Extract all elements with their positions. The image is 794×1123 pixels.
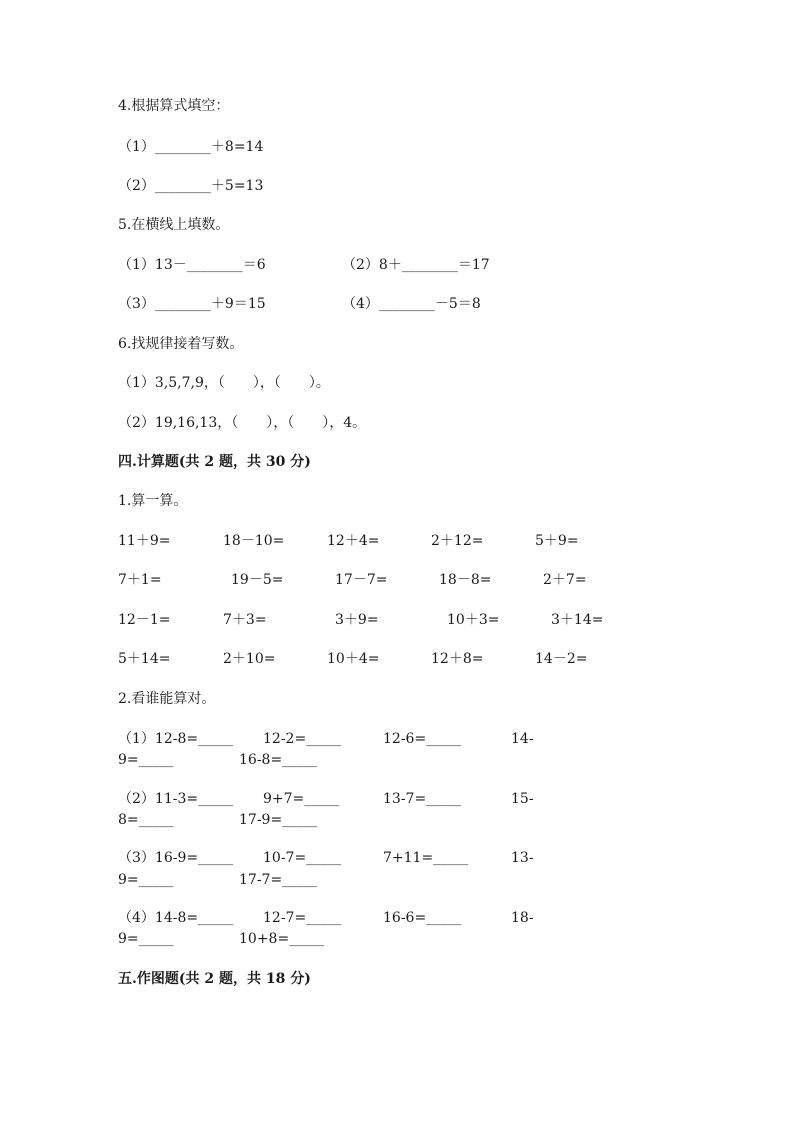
- calc2-cell: 16-6=_____: [383, 910, 462, 926]
- calc1-cell: 10＋3=: [447, 612, 500, 628]
- q4-item-2: （2）________＋5=13: [118, 178, 264, 194]
- calc1-title: 1.算一算。: [118, 493, 188, 509]
- calc2-cell: 15-: [511, 791, 534, 807]
- calc2-cell: 8=_____: [118, 812, 174, 828]
- calc1-cell: 3＋9=: [335, 612, 379, 628]
- calc2-cell: 9=_____: [118, 931, 174, 947]
- q5-title: 5.在横线上填数。: [118, 217, 230, 233]
- q4-title: 4.根据算式填空：: [118, 98, 230, 114]
- calc2-cell: 12-2=_____: [263, 731, 342, 747]
- q5-item-1: （1）13－________＝6: [118, 257, 266, 273]
- q4-item-1: （1）________＋8=14: [118, 139, 264, 155]
- calc1-cell: 3＋14=: [551, 612, 604, 628]
- q6-title: 6.找规律接着写数。: [118, 336, 244, 352]
- calc1-cell: 11＋9=: [118, 533, 171, 549]
- calc1-cell: 14－2=: [535, 651, 588, 667]
- calc2-cell: （4）14-8=_____: [118, 910, 234, 926]
- q5-item-4: （4）________－5＝8: [342, 296, 481, 312]
- calc2-cell: （2）11-3=_____: [118, 791, 234, 807]
- calc2-title: 2.看谁能算对。: [118, 691, 216, 707]
- calc1-cell: 2＋7=: [543, 572, 587, 588]
- calc2-cell: 9=_____: [118, 752, 174, 768]
- q6-item-1: （1）3,5,7,9，（ ），（ ）。: [118, 375, 330, 391]
- section-5-heading: 五.作图题(共 2 题，共 18 分): [118, 971, 311, 987]
- calc2-cell: 12-7=_____: [263, 910, 342, 926]
- calc1-cell: 7＋3=: [223, 612, 267, 628]
- calc1-cell: 5＋14=: [118, 651, 171, 667]
- q6-item-2: （2）19,16,13，（ ），（ ），4。: [118, 415, 367, 431]
- calc1-cell: 10＋4=: [327, 651, 380, 667]
- calc2-cell: 7+11=_____: [383, 850, 469, 866]
- calc1-cell: 7＋1=: [118, 572, 162, 588]
- calc1-cell: 19－5=: [231, 572, 284, 588]
- calc1-cell: 12－1=: [118, 612, 171, 628]
- calc2-cell: 17-7=_____: [239, 872, 318, 888]
- calc2-cell: 9=_____: [118, 872, 174, 888]
- q5-item-3: （3）________＋9＝15: [118, 296, 266, 312]
- calc2-cell: 18-: [511, 910, 534, 926]
- calc2-cell: 14-: [511, 731, 534, 747]
- calc1-cell: 2＋12=: [431, 533, 484, 549]
- calc2-cell: （3）16-9=_____: [118, 850, 234, 866]
- calc2-cell: 13-: [511, 850, 534, 866]
- calc2-cell: 13-7=_____: [383, 791, 462, 807]
- calc1-cell: 18－8=: [439, 572, 492, 588]
- q5-item-2: （2）8＋________＝17: [342, 257, 490, 273]
- calc2-cell: 12-6=_____: [383, 731, 462, 747]
- calc1-cell: 2＋10=: [223, 651, 276, 667]
- calc2-cell: 10-7=_____: [263, 850, 342, 866]
- calc1-cell: 5＋9=: [535, 533, 579, 549]
- calc1-cell: 12＋4=: [327, 533, 380, 549]
- calc1-cell: 12＋8=: [431, 651, 484, 667]
- calc1-cell: 17－7=: [335, 572, 388, 588]
- calc2-cell: 10+8=_____: [239, 931, 325, 947]
- calc2-cell: 9+7=_____: [263, 791, 340, 807]
- calc2-cell: 16-8=_____: [239, 752, 318, 768]
- section-4-heading: 四.计算题(共 2 题，共 30 分): [118, 454, 311, 470]
- calc1-cell: 18－10=: [223, 533, 285, 549]
- calc2-cell: （1）12-8=_____: [118, 731, 234, 747]
- calc2-cell: 17-9=_____: [239, 812, 318, 828]
